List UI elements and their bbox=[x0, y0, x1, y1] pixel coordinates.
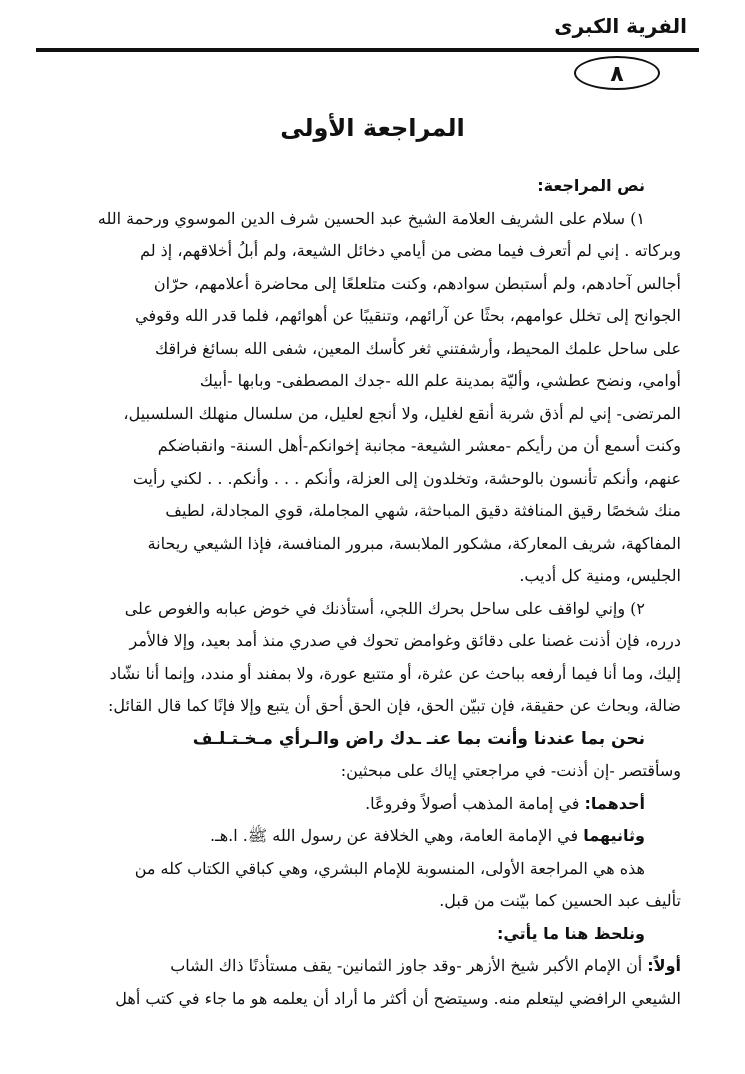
paragraph-1-line: المرتضى- إني لم أذق شربة أنقع لغليل، ولا أنجع لعليل، من سلسال منهلك السلسبيل، bbox=[123, 403, 681, 423]
paragraph-4-line: تأليف عبد الحسين كما بيّنت من قبل. bbox=[439, 891, 681, 910]
second-topic-label: وثانيهما bbox=[583, 826, 645, 845]
paragraph-4-line: هذه هي المراجعة الأولى، المنسوبة للإمام البشري، وهي كباقي الكتاب كله من bbox=[134, 858, 645, 878]
paragraph-5-line: الشيعي الرافضي ليتعلم منه. وسيتضح أن أكثر ما أراد أن يعلمه هو ما جاء في كتب أهل bbox=[115, 988, 681, 1008]
paragraph-1-line: الجوانح إلى تخلل عوامهم، بحثًا عن آرائهم، وتنقيبًا عن أهوائهم، فلما قدر الله وقوفي bbox=[135, 306, 681, 325]
first-note-label: أولاً: bbox=[647, 956, 681, 975]
note-heading: ونلحظ هنا ما يأتي: bbox=[496, 923, 645, 943]
second-topic-line bbox=[40, 820, 681, 853]
subheading: نص المراجعة: bbox=[537, 176, 645, 195]
paragraph-1-line: على ساحل علمك المحيط، وأرشفتني ثغر كأسك المعين، شفى الله بسائغ فراقك bbox=[155, 338, 681, 358]
paragraph-5-line bbox=[40, 950, 681, 983]
paragraph-1-line: عنهم، وأنكم تأنسون بالوحشة، وتخلدون إلى العزلة، وأنكم . . . وأنكم. . . لكني رأيت bbox=[132, 468, 681, 488]
paragraph-2-line: درره، فإن أذنت غصنا على دقائق وغوامض تحوك في صدري منذ أمد بعيد، وإلا فالأمر bbox=[129, 631, 681, 650]
paragraph-1-line: وكنت أسمع أن من رأيكم -معشر الشيعة- مجانبة إخوانكم-أهل السنة- وانقباضكم bbox=[157, 436, 681, 455]
paragraph-1-line: المفاكهة، شريف المعاركة، مشكور الملابسة، مبرور المنافسة، فإذا الشيعي ريحانة bbox=[147, 533, 681, 553]
first-note-text: أن الإمام الأكبر شيخ الأزهر -وقد جاوز الثمانين- يقف مستأذنًا ذاك الشاب bbox=[170, 956, 648, 975]
paragraph-1-line: الجليس، ومنية كل أديب. bbox=[519, 566, 681, 585]
poetry-verse: نحن بما عندنا وأنت بما عنـ ـدك راض والـرأي مـخـتـلـف bbox=[192, 728, 645, 749]
paragraph-2-line: ضالة، وبحاث عن حقيقة، فإن تبيّن الحق، فإن الحق أحق أن يتبع وإلا فإنًا كما قال القائل: bbox=[107, 696, 681, 715]
paragraph-1-line: أوامي، ونضح عطشي، وأليّة بمدينة علم الله -جدك المصطفى- وبابها -أبيك bbox=[199, 371, 681, 390]
paragraph-1-line: وبركاته . إني لم أتعرف فيما مضى من أيامي دخائل الشيعة، ولم أبلُ أخلاقهم، إذ لم bbox=[140, 241, 681, 260]
paragraph-1-line: أجالس آحادهم، ولم أستبطن سوادهم، وكنت متلعلعًا إلى محاضرة أعلامهم، حرّان bbox=[153, 273, 681, 293]
paragraph-2-line: إليك، وما أنا فيما أرفعه بباحث عن عثرة، أو متتبع عورة، ولا بمفند أو مندد، وإنما أنا نشّاد bbox=[109, 663, 681, 683]
page-number: ٨ bbox=[574, 56, 660, 90]
body-text bbox=[40, 170, 681, 1015]
header-rule bbox=[36, 48, 699, 52]
second-topic-text: في الإمامة العامة، وهي الخلافة عن رسول الله ﷺ. ا.هـ. bbox=[209, 826, 584, 845]
first-topic-line bbox=[40, 788, 681, 821]
paragraph-2-line: ٢) وإني لواقف على ساحل بحرك اللجي، أستأذنك في خوض عبابه والغوص على bbox=[124, 598, 645, 618]
section-heading: المراجعة الأولى bbox=[280, 114, 465, 142]
paragraph-3-line: وسأقتصر -إن أذنت- في مراجعتي إياك على مبحثين: bbox=[340, 761, 681, 780]
paragraph-1-line: ١) سلام على الشريف العلامة الشيخ عبد الحسين شرف الدين الموسوي ورحمة الله bbox=[97, 208, 645, 228]
running-title: الفرية الكبرى bbox=[554, 14, 687, 38]
paragraph-1-line: منك شخصًا رقيق المنافثة دقيق المباحثة، شهي المجاملة، قوي المجادلة، لطيف bbox=[165, 501, 681, 520]
first-topic-text: في إمامة المذهب أصولاً وفروعًا. bbox=[365, 793, 585, 813]
first-topic-label: أحدهما: bbox=[584, 793, 645, 813]
